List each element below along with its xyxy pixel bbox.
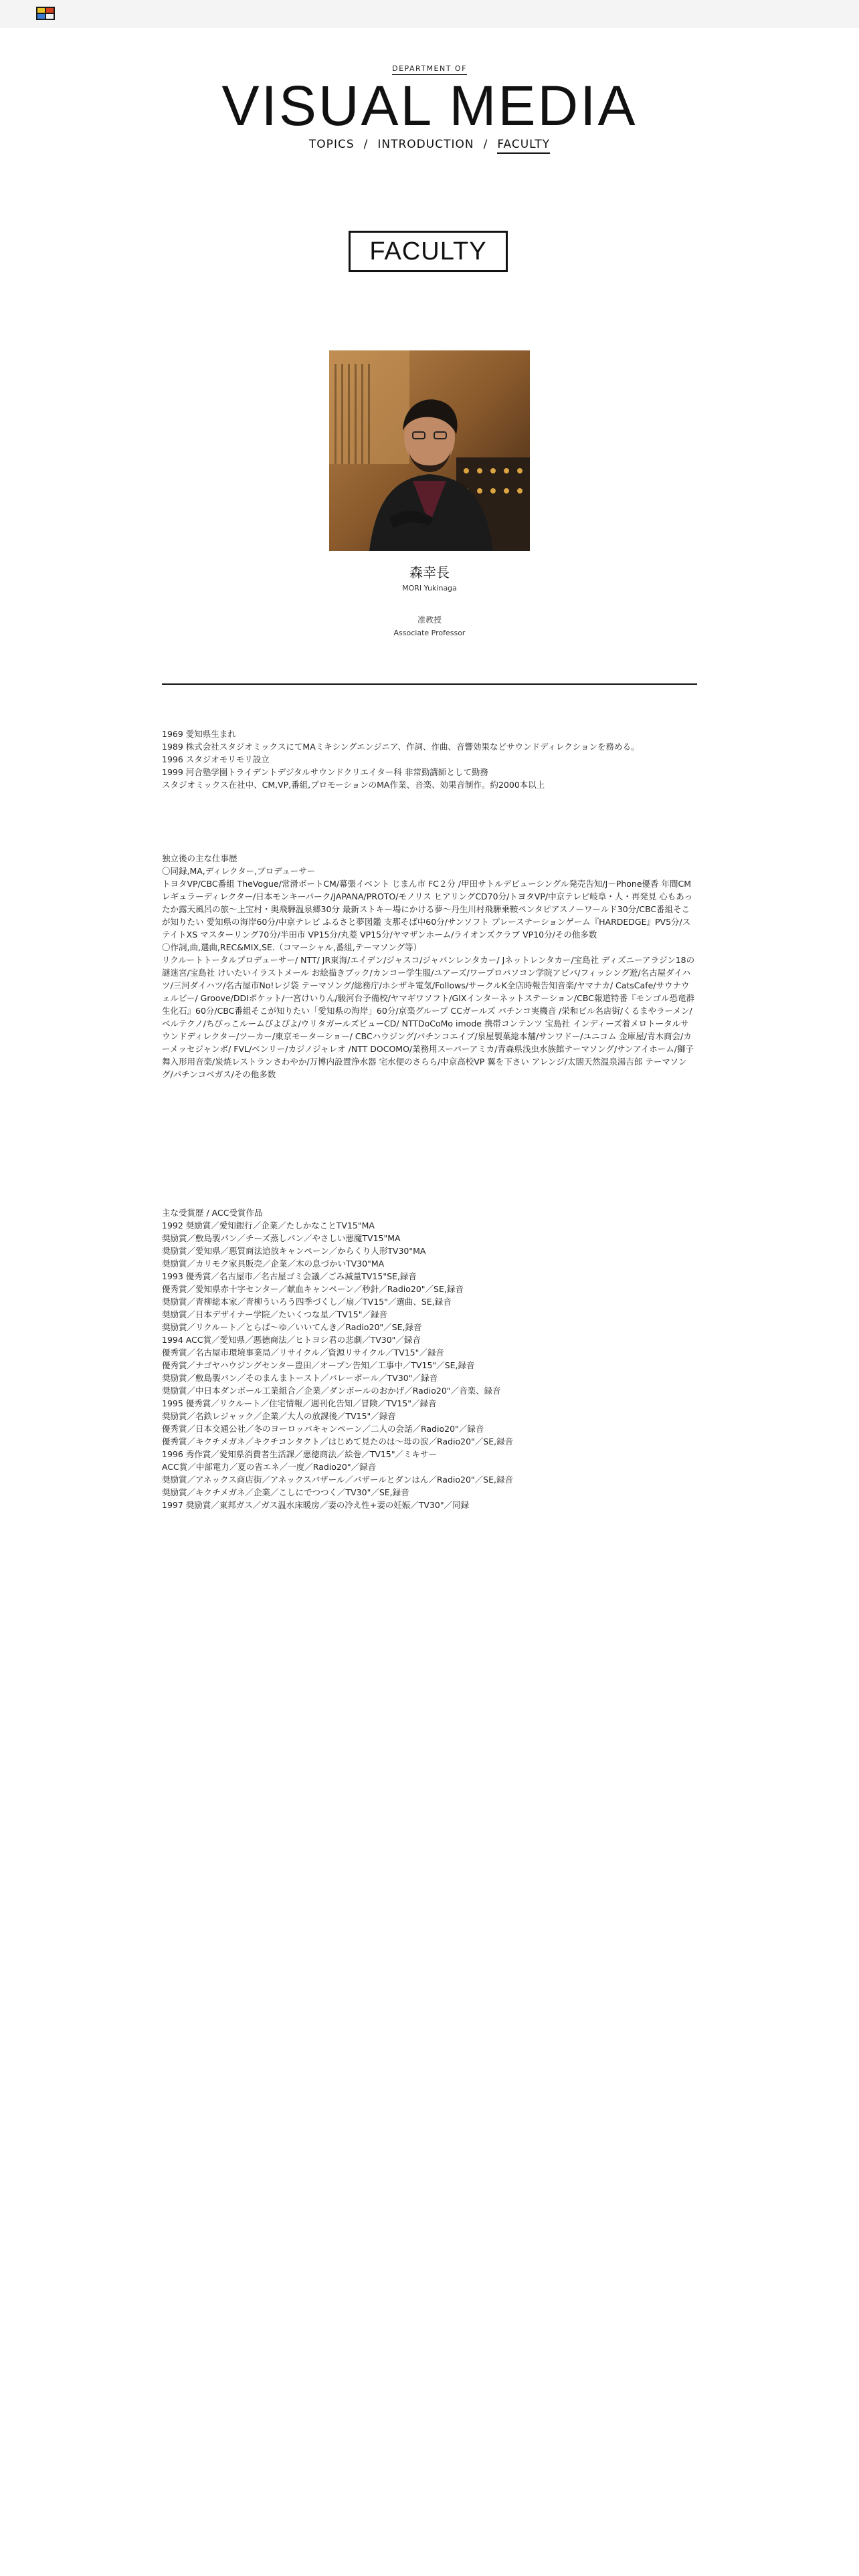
faculty-name-en: MORI Yukinaga — [402, 584, 457, 593]
top-bar — [0, 0, 859, 28]
award-line: 奨励賞／リクルート／とらば～ゆ／いいてんき／Radio20"／SE,録音 — [162, 1322, 422, 1332]
award-line: 奨励賞／愛知県／悪質商法追放キャンペーン／からくり人形TV30"MA — [162, 1246, 426, 1256]
award-line: 優秀賞／ナゴヤハウジングセンター豊田／オープン告知／工事中／TV15"／SE,録音 — [162, 1360, 475, 1370]
logo-icon[interactable] — [36, 7, 55, 20]
award-line: 1993 優秀賞／名古屋市／名古屋ゴミ会議／ごみ減量TV15"SE,録音 — [162, 1271, 417, 1281]
bio-history — [162, 728, 697, 791]
bio-heading: 主な受賞歴 / ACC受賞作品 — [162, 1208, 263, 1218]
award-line: 優秀賞／愛知県赤十字センター／献血キャンペーン／秒針／Radio20"／SE,録音 — [162, 1284, 464, 1294]
nav-topics[interactable]: TOPICS — [308, 138, 355, 151]
main-nav — [0, 138, 859, 151]
bio-heading: 独立後の主な仕事歴 — [162, 853, 237, 863]
nav-separator: / — [483, 138, 488, 151]
section-title: FACULTY — [349, 231, 508, 272]
award-line: 1996 秀作賞／愛知県消費者生活課／悪徳商法／絵巻／TV15"／ミキサー — [162, 1449, 438, 1459]
bio-line: 1989 株式会社スタジオミックスにてMAミキシングエンジニア、作詞、作曲、音響効果などサウンドディレクションを務める。 — [162, 742, 640, 752]
bio-independent — [162, 852, 697, 1081]
bio-line: 〇作詞,曲,選曲,REC&MIX,SE.（コマーシャル,番組,テーマソング等） — [162, 942, 422, 952]
bio-line: 1996 スタジオモリモリ設立 — [162, 754, 270, 764]
faculty-photo — [329, 350, 530, 551]
bio-line: 1969 愛知県生まれ — [162, 729, 236, 739]
award-line: 奨励賞／アネックス商店街／アネックスバザール／バザールとダンはん／Radio20"／SE,録音 — [162, 1475, 513, 1485]
department-label: DEPARTMENT OF — [0, 64, 859, 75]
award-line: 奨励賞／名鉄レジャック／企業／大人の放課後／TV15"／録音 — [162, 1411, 396, 1421]
nav-faculty[interactable]: FACULTY — [497, 138, 550, 154]
award-line: 奨励賞／中日本ダンボール工業組合／企業／ダンボールのおかげ／Radio20"／音楽、録音 — [162, 1386, 501, 1396]
nav-separator: / — [363, 138, 369, 151]
award-line: 1992 奨励賞／愛知銀行／企業／たしかなことTV15"MA — [162, 1220, 375, 1230]
award-line: 優秀賞／名古屋市環境事業局／リサイクル／資源リサイクル／TV15"／録音 — [162, 1348, 444, 1358]
award-line: 1995 優秀賞／リクルート／住宅情報／週刊化告知／冒険／TV15"／録音 — [162, 1398, 437, 1408]
award-line: 優秀賞／日本交通公社／冬のヨーロッパキャンペーン／二人の会話／Radio20"／録音 — [162, 1424, 484, 1434]
divider — [162, 683, 697, 685]
award-line: 奨励賞／敷島製パン／チーズ蒸しパン／やさしい悪魔TV15"MA — [162, 1233, 401, 1243]
faculty-name-jp: 森幸長 — [409, 564, 450, 580]
award-line: 奨励賞／カリモク家具販売／企業／木の息づかいTV30"MA — [162, 1259, 385, 1269]
award-line: 1997 奨励賞／東邦ガス／ガス温水床暖房／妻の冷え性+妻の妊娠／TV30"／同録 — [162, 1500, 470, 1510]
award-line: 1994 ACC賞／愛知県／悪徳商法／ヒトヨシ君の悲劇／TV30"／録音 — [162, 1335, 421, 1345]
site-title[interactable]: VISUAL MEDIA — [221, 74, 638, 137]
nav-introduction[interactable]: INTRODUCTION — [377, 138, 474, 151]
bio-paragraph: リクルートトータルプロデューサー/ NTT/ JR東海/エイデン/ジャスコ/ジャパンレンタカー/ Jネットレンタカー/宝島社 ディズニーアラジン18の謎迷宮/宝島社 けいたいイラストメール お絵描きブック/カンコー学生服/ユアーズ/ワープロパソコン学院アビバ/フィッシング遊/名古屋ダイハツ/三河ダイハツ/名古屋市No!レジ袋 テーマソング/総務庁/ホシザキ電気/Follows/サークルK全店時報告知音楽/ヤマナカ/ CatsCafe/サウナウェルビー/ Groove/DDIポケット/一宮けいりん/駿河台予備校/ヤマギワソフト/GIXインターネットステーション/CBC報道特番『モンゴル恐竜群生化石』60分/CBC番組そこが知りたい「愛知県の海岸」60分/京楽グループ CCガールズ パチンコ実機音 /栄和ビル名店街/くるまやラーメン/ベルテクノ/ちびっこルームぴよぴよ/ウリタガールズビューCD/ NTTDoCoMo imode 携帯コンテンツ 宝島社 インディーズ着メロトータルサウンドディレクター/ツーカー/東京モーターショー/ CBCハウジング/パチンコエイブ/泉屋製菓総本舗/サンワドー/ユニコム 金庫屋/青木商会/カーメッセジャンボ/ FVL/ベンリー/カジノジャレオ /NTT DOCOMO/業務用スーパーアミカ/青森県浅虫水族館テーマソング/サンアイホーム/獅子舞入形用音楽/炭焼レストランさわやか/万博内設置浄水器 宅水便のさらら/中京高校VP 翼を下さい アレンジ/太閤天然温泉湯吉郎 テーマソング/パチンコベガス/その他多数 — [162, 955, 695, 1079]
bio-awards — [162, 1206, 697, 1511]
bio-line: 1999 河合塾学園トライデントデジタルサウンドクリエイター科 非常勤講師として勤務 — [162, 767, 488, 777]
award-line: 優秀賞／キクチメガネ／キクチコンタクト／はじめて見たのは～母の涙／Radio20"／SE,録音 — [162, 1436, 514, 1446]
award-line: 奨励賞／青柳総本家／青柳ういろう四季づくし／扇／TV15"／選曲、SE,録音 — [162, 1297, 452, 1307]
faculty-role-jp: 准教授 — [417, 615, 442, 625]
award-line: 奨励賞／敷島製パン／そのまんまトースト／バレーボール／TV30"／録音 — [162, 1373, 438, 1383]
award-line: ACC賞／中部電力／夏の省エネ／一度／Radio20"／録音 — [162, 1462, 377, 1472]
bio-paragraph: トヨタVP/CBC番組 TheVogue/常滑ボートCM/幕張イベント じまん市 FC２分 /甲田サトルデビューシングル発売告知/J－Phone優香 年間CMレギュラーディレクター/日本モンキーパーク/JAPANA/PROTO/モノリス ヒアリングCD70分/トヨタVP/中京テレビ岐阜・人・再発見 心もあったか露天風呂の旅～上宝村・奥飛騨温泉郷30分 最新ストキー場にかける夢～丹生川村飛騨乗鞍ペンタピアスノーワールド30分/CBC番組そこが知りたい 愛知県の海岸60分/中京テレビ ふるさと夢図鑑 支那そば中60分/サンソフト プレーステーションゲーム『HARDEDGE』PV5分/ステイトXS マスターリング70分/半田市 VP15分/丸菱 VP15分/ヤマザンホーム/ライオンズクラブ VP10分/その他多数 — [162, 879, 693, 940]
bio-line: スタジオミックス在社中、CM,VP,番組,プロモーションのMA作業、音楽、効果音制作。約2000本以上 — [162, 780, 545, 790]
bio-line: 〇同録,MA,ディレクター,プロデューサー — [162, 866, 316, 876]
award-line: 奨励賞／キクチメガネ／企業／こしにでつつく／TV30"／SE,録音 — [162, 1487, 409, 1497]
faculty-role-en: Associate Professor — [393, 629, 466, 637]
award-line: 奨励賞／日本デザイナー学院／たいくつな星／TV15"／録音 — [162, 1309, 387, 1319]
